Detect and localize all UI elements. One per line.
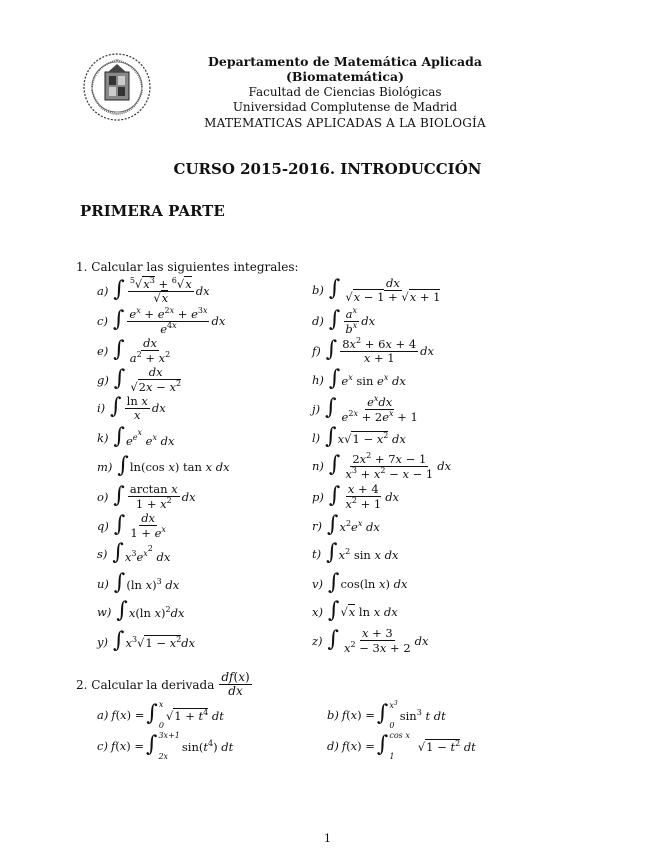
integral-u: u) ∫ (ln x)$^3$ dx bbox=[97, 570, 180, 595]
integral-k: k) ∫ $e^{e^x}$ $e^x$ dx bbox=[97, 424, 175, 449]
integral-label: o) bbox=[97, 489, 109, 504]
integral-a: a) ∫ $\frac{^5√x^3 + ^6√x}{√x}$ dx bbox=[97, 276, 210, 305]
department-name: Departamento de Matemática Aplicada (Biomatemática) bbox=[208, 54, 482, 84]
problem-2-heading-text: 2. Calcular la derivada bbox=[76, 677, 215, 692]
university-seal-icon bbox=[82, 52, 152, 122]
derivative-a: a) f(x) = ∫ x 0 $√1 + t^4$ dt bbox=[97, 700, 224, 730]
integral-label: h) bbox=[312, 373, 324, 387]
integral-label: p) bbox=[312, 489, 324, 504]
integral-h: h) ∫ $e^x$ $\sin e^x$ dx bbox=[312, 366, 406, 391]
integral-q: q) ∫ $\frac{dx}{1 + e^x}$ bbox=[97, 511, 166, 540]
integral-label: c) bbox=[97, 314, 108, 329]
faculty-name: Facultad de Ciencias Biológicas bbox=[248, 85, 442, 99]
integral-l: l) ∫ $x√1 - x^2$ dx bbox=[312, 424, 406, 449]
integral-label: n) bbox=[312, 459, 324, 474]
integral-x: x) ∫ √x ln x dx bbox=[312, 598, 398, 623]
derivative-label: a) bbox=[97, 708, 109, 722]
integral-c: c) ∫ $\frac{e^x + e^{2x} + e^{3x}}{e^{4x}}$ dx bbox=[97, 306, 226, 336]
section-heading: PRIMERA PARTE bbox=[80, 202, 225, 220]
integral-label: a) bbox=[97, 283, 109, 298]
integral-f: f) ∫ $\frac{8x^2 + 6x + 4}{x + 1}$ dx bbox=[312, 336, 435, 365]
page-number: 1 bbox=[324, 832, 331, 845]
derivative-d: d) f(x) = ∫ cos x 1 $√1 - t^2$ dt bbox=[327, 731, 476, 761]
derivative-c: c) f(x) = ∫ 3x+1 2x $\sin(t^4)$ dt bbox=[97, 731, 234, 761]
integral-w: w) ∫ x(ln x)$^2$dx bbox=[97, 598, 185, 623]
derivative-label: d) bbox=[327, 739, 339, 753]
integral-z: z) ∫ $\frac{x + 3}{x^2 - 3x + 2}$ dx bbox=[312, 626, 429, 655]
integral-label: r) bbox=[312, 519, 322, 533]
integral-v: v) ∫ cos(ln x) dx bbox=[312, 570, 408, 595]
integral-y: y) ∫ $x^3√1 - x^2dx$ bbox=[97, 628, 196, 653]
document-title: CURSO 2015-2016. INTRODUCCIÓN bbox=[173, 160, 482, 178]
integral-label: w) bbox=[97, 605, 112, 619]
integral-t: t) ∫ $x^2$ sin x dx bbox=[312, 540, 399, 565]
integral-j: j) ∫ $\frac{e^xdx}{e^{2x} + 2e^x + 1}$ bbox=[312, 394, 418, 424]
integral-b: b) ∫ $\frac{dx}{√x - 1 + √x + 1}$ bbox=[312, 276, 441, 304]
integral-label: f) bbox=[312, 343, 321, 358]
integral-label: u) bbox=[97, 577, 109, 591]
integral-label: y) bbox=[97, 635, 108, 649]
problem-1-heading: 1. Calcular las siguientes integrales: bbox=[76, 260, 299, 274]
integral-e: e) ∫ $\frac{dx}{a^2 + x^2}$ bbox=[97, 336, 171, 365]
integral-label: j) bbox=[312, 402, 321, 417]
integral-label: x) bbox=[312, 605, 323, 619]
derivative-label: b) bbox=[327, 708, 339, 722]
integral-g: g) ∫ $\frac{dx}{√2x - x^2}$ bbox=[97, 365, 182, 394]
course-name: MATEMATICAS APLICADAS A LA BIOLOGÍA bbox=[204, 116, 486, 130]
integral-label: z) bbox=[312, 633, 323, 648]
integral-label: i) bbox=[97, 401, 106, 416]
integral-m: m) ∫ ln(cos x) tan x dx bbox=[97, 453, 230, 478]
integral-label: q) bbox=[97, 518, 109, 533]
integral-label: m) bbox=[97, 460, 113, 474]
derivative-b: b) f(x) = ∫ $x^3$ 0 $\sin^3 t$ dt bbox=[327, 700, 446, 730]
integral-label: g) bbox=[97, 372, 109, 387]
integral-label: b) bbox=[312, 283, 324, 298]
integral-n: n) ∫ $\frac{2x^2 + 7x - 1}{x^3 + x^2 - x - 1}$ dx bbox=[312, 451, 452, 481]
integral-label: k) bbox=[97, 431, 109, 445]
derivative-label: c) bbox=[97, 739, 108, 753]
integral-i: i) ∫ $\frac{\text{ln x}}{x}$ dx bbox=[97, 394, 166, 422]
integral-label: d) bbox=[312, 314, 324, 329]
integral-label: e) bbox=[97, 343, 109, 358]
university-name: Universidad Complutense de Madrid bbox=[232, 100, 458, 114]
integral-p: p) ∫ $\frac{x + 4}{x^2 + 1}$ dx bbox=[312, 482, 400, 511]
integral-label: t) bbox=[312, 547, 322, 561]
integral-s: s) ∫ $x^3e^{x^2}$ dx bbox=[97, 540, 171, 565]
problem-2-heading: 2. Calcular la derivada $\frac{df(x)}{dx}$ bbox=[76, 670, 250, 699]
integral-label: l) bbox=[312, 431, 321, 445]
integral-d: d) ∫ $\frac{a^x}{b^x}$ dx bbox=[312, 306, 376, 336]
integral-o: o) ∫ $\frac{\text{arctan x}}{1 + x^2}$ dx bbox=[97, 482, 196, 511]
integral-label: s) bbox=[97, 547, 108, 561]
integral-r: r) ∫ $x^2e^x$ dx bbox=[312, 512, 380, 537]
integral-label: v) bbox=[312, 577, 323, 591]
